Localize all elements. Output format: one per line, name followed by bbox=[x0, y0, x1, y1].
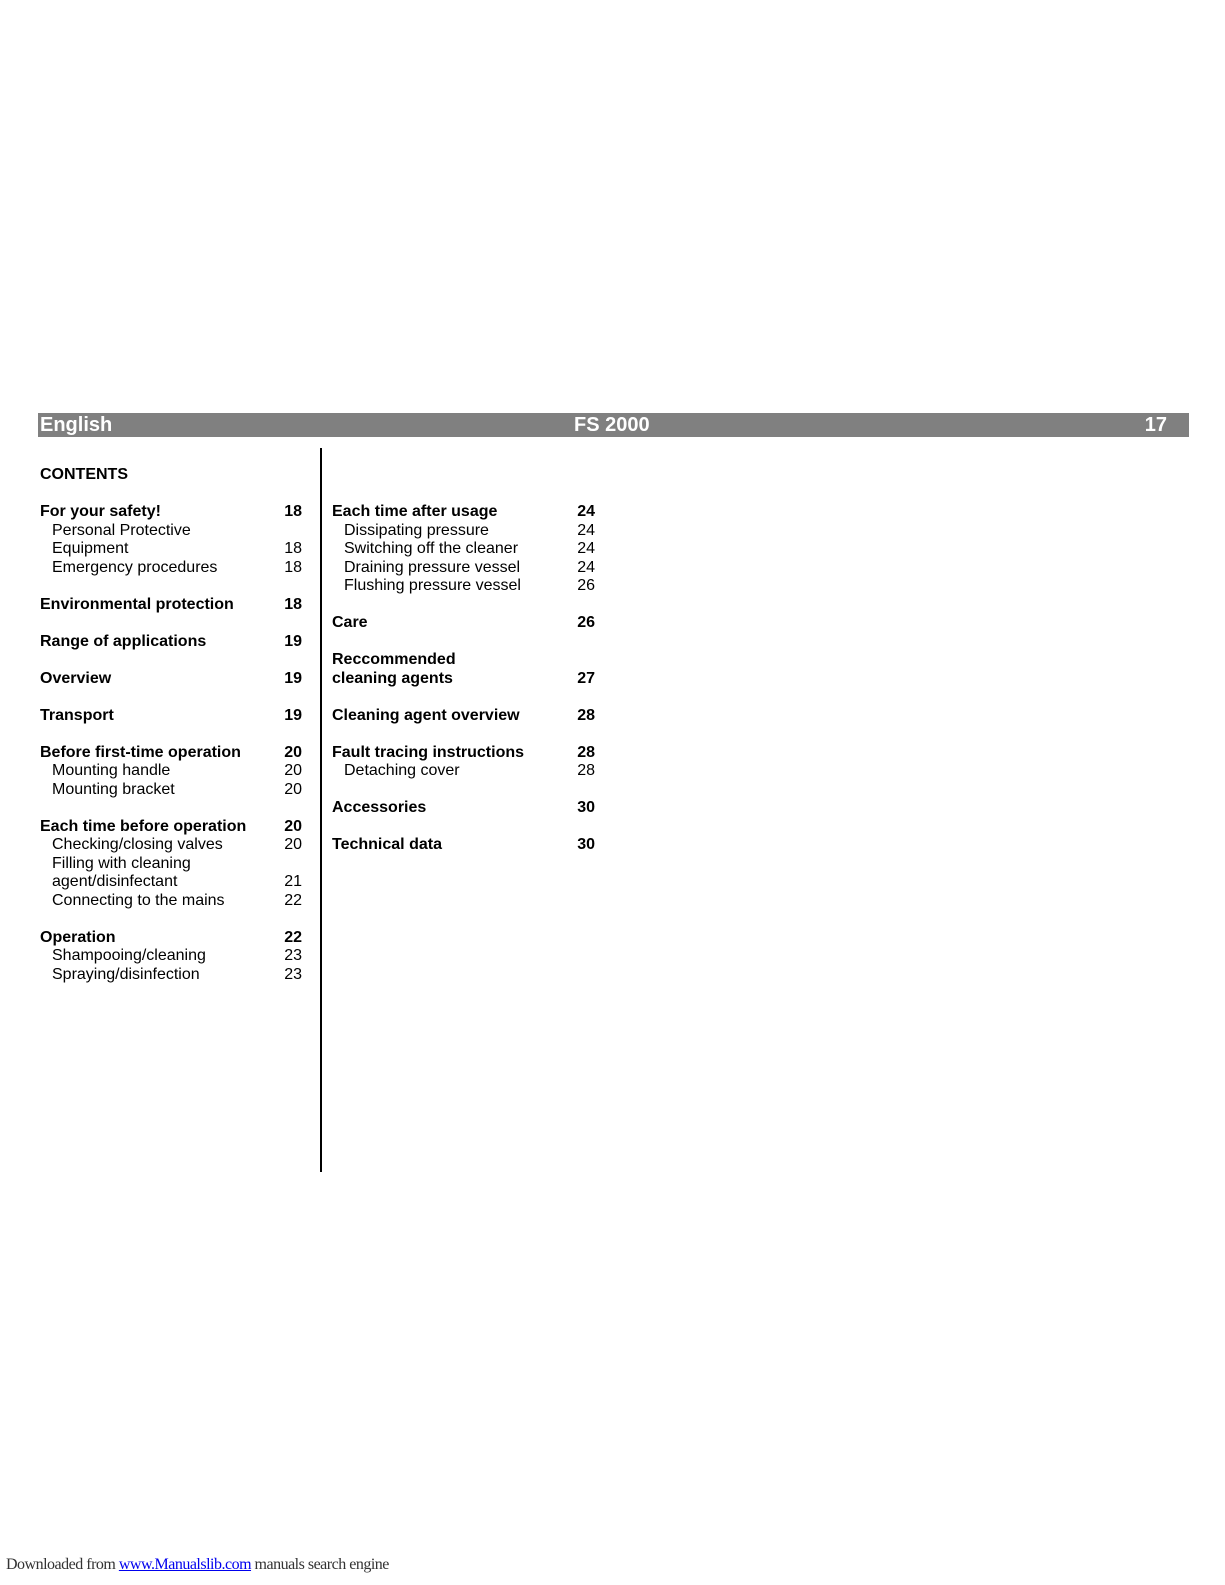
toc-section bbox=[332, 836, 595, 855]
toc-heading[interactable] bbox=[40, 670, 302, 689]
toc-heading-label: Transport bbox=[40, 706, 114, 724]
toc-subentry-label: Spraying/disinfection bbox=[52, 965, 200, 983]
toc-heading-page: 18 bbox=[284, 595, 302, 613]
toc-section bbox=[40, 818, 302, 911]
toc-subentry-page: 24 bbox=[577, 558, 595, 576]
toc-subentry[interactable] bbox=[40, 892, 302, 911]
toc-heading-page: 19 bbox=[284, 706, 302, 724]
toc-subentry-page: 18 bbox=[284, 540, 302, 557]
toc-heading[interactable] bbox=[332, 836, 595, 855]
toc-heading-cont-page: 27 bbox=[577, 669, 595, 687]
toc-heading-label: Reccommended bbox=[332, 651, 456, 668]
toc-heading-page: 19 bbox=[284, 632, 302, 650]
toc-section bbox=[40, 503, 302, 577]
toc-section bbox=[332, 651, 595, 688]
toc-subentry-page: 20 bbox=[284, 762, 302, 779]
toc-heading-label: Cleaning agent overview bbox=[332, 706, 520, 724]
toc-subentry-page: 20 bbox=[284, 836, 302, 853]
toc-heading-label: Environmental protection bbox=[40, 595, 234, 613]
toc-subentry[interactable] bbox=[332, 559, 595, 578]
toc-heading[interactable] bbox=[332, 614, 595, 633]
toc-subentry-label: Mounting handle bbox=[52, 762, 171, 779]
toc-subentry-label: Mounting bracket bbox=[52, 780, 175, 798]
toc-heading[interactable] bbox=[40, 707, 302, 726]
toc-subentry[interactable] bbox=[40, 836, 302, 855]
toc-heading[interactable] bbox=[40, 744, 302, 763]
toc-subentry-label: Personal Protective bbox=[52, 521, 191, 539]
toc-subentry-page: 20 bbox=[284, 780, 302, 798]
toc-section bbox=[40, 670, 302, 689]
toc-heading-label: Accessories bbox=[332, 799, 427, 816]
contents-title: CONTENTS bbox=[40, 466, 128, 483]
toc-subentry-page: 24 bbox=[577, 540, 595, 557]
toc-heading-label: Overview bbox=[40, 669, 112, 687]
toc-heading-label: Operation bbox=[40, 928, 116, 946]
toc-heading-cont-label: cleaning agents bbox=[332, 669, 453, 687]
toc-heading-page: 20 bbox=[284, 817, 302, 835]
toc-section bbox=[332, 707, 595, 726]
toc-section bbox=[40, 707, 302, 726]
footer-link[interactable]: www.Manualslib.com bbox=[118, 1556, 252, 1573]
toc-subentry[interactable] bbox=[40, 781, 302, 800]
toc-heading-page: 24 bbox=[577, 503, 595, 520]
toc-subentry[interactable] bbox=[40, 855, 302, 874]
toc-heading[interactable] bbox=[332, 799, 595, 818]
toc-subentry-label: Detaching cover bbox=[344, 762, 460, 779]
footer-prefix: Downloaded from bbox=[6, 1556, 119, 1573]
toc-heading[interactable] bbox=[40, 596, 302, 615]
toc-subentry[interactable] bbox=[40, 947, 302, 966]
toc-heading-page: 19 bbox=[284, 669, 302, 687]
toc-heading-label: Before first-time operation bbox=[40, 743, 241, 761]
toc-subentry[interactable] bbox=[40, 966, 302, 985]
toc-subentry-label: Dissipating pressure bbox=[344, 521, 489, 539]
toc-heading[interactable] bbox=[332, 651, 595, 670]
toc-subentry[interactable] bbox=[40, 762, 302, 781]
toc-subentry-page: 21 bbox=[284, 873, 302, 890]
toc-heading[interactable] bbox=[40, 929, 302, 948]
toc-heading-label: Technical data bbox=[332, 836, 442, 853]
footer bbox=[6, 1556, 389, 1574]
toc-subentry-label: Flushing pressure vessel bbox=[344, 577, 521, 594]
toc-heading-label: Fault tracing instructions bbox=[332, 743, 525, 761]
toc-subentry-page: 23 bbox=[284, 965, 302, 983]
toc-subentry-page: 26 bbox=[577, 577, 595, 594]
header-page-number: 17 bbox=[1144, 414, 1167, 436]
toc-heading[interactable] bbox=[40, 818, 302, 837]
toc-subentry[interactable] bbox=[40, 540, 302, 559]
toc-subentry[interactable] bbox=[40, 873, 302, 892]
toc-left-column bbox=[40, 503, 302, 1003]
toc-section bbox=[40, 744, 302, 800]
toc-subentry-label: Connecting to the mains bbox=[52, 891, 225, 909]
toc-heading[interactable] bbox=[40, 633, 302, 652]
header-language: English bbox=[40, 414, 113, 436]
toc-heading[interactable] bbox=[332, 503, 595, 522]
toc-section bbox=[40, 633, 302, 652]
column-divider bbox=[320, 448, 322, 1172]
toc-heading-page: 18 bbox=[284, 503, 302, 520]
toc-heading-page: 28 bbox=[577, 706, 595, 724]
toc-heading[interactable] bbox=[40, 503, 302, 522]
toc-subentry-page: 22 bbox=[284, 891, 302, 909]
toc-subentry-label: Draining pressure vessel bbox=[344, 558, 521, 576]
toc-subentry-label: Switching off the cleaner bbox=[344, 540, 519, 557]
toc-heading-page: 30 bbox=[577, 836, 595, 853]
toc-subentry[interactable] bbox=[332, 522, 595, 541]
toc-heading-page: 26 bbox=[577, 614, 595, 631]
toc-heading-label: Each time after usage bbox=[332, 503, 498, 520]
header-model: FS 2000 bbox=[574, 414, 650, 436]
toc-section bbox=[40, 596, 302, 615]
toc-right-column bbox=[332, 503, 595, 873]
toc-subentry[interactable] bbox=[40, 522, 302, 541]
toc-subentry-label: Emergency procedures bbox=[52, 558, 218, 576]
toc-heading-page: 20 bbox=[284, 743, 302, 761]
footer-suffix: manuals search engine bbox=[251, 1556, 389, 1573]
toc-section bbox=[332, 744, 595, 781]
toc-heading[interactable] bbox=[332, 744, 595, 763]
toc-subentry-label: Checking/closing valves bbox=[52, 836, 223, 853]
toc-heading-label: Care bbox=[332, 614, 368, 631]
toc-subentry[interactable] bbox=[332, 577, 595, 596]
toc-section bbox=[40, 929, 302, 985]
toc-subentry[interactable] bbox=[332, 540, 595, 559]
toc-subentry-label: Filling with cleaning bbox=[52, 854, 191, 872]
toc-subentry-label: Shampooing/cleaning bbox=[52, 947, 206, 964]
toc-subentry-label: Equipment bbox=[52, 540, 129, 557]
toc-section bbox=[332, 799, 595, 818]
toc-subentry[interactable] bbox=[332, 762, 595, 781]
toc-heading[interactable] bbox=[332, 707, 595, 726]
toc-subentry[interactable] bbox=[40, 559, 302, 578]
toc-heading-label: Each time before operation bbox=[40, 817, 247, 835]
toc-subentry-page: 23 bbox=[284, 947, 302, 964]
toc-section bbox=[332, 503, 595, 596]
toc-heading-label: Range of applications bbox=[40, 632, 207, 650]
toc-subentry-label: agent/disinfectant bbox=[52, 873, 178, 890]
toc-subentry-page: 18 bbox=[284, 558, 302, 576]
header-bar bbox=[38, 413, 1189, 437]
toc-heading-page: 22 bbox=[284, 928, 302, 946]
toc-heading-page: 28 bbox=[577, 743, 595, 761]
toc-subentry-page: 28 bbox=[577, 762, 595, 779]
toc-section bbox=[332, 614, 595, 633]
toc-heading-page: 30 bbox=[577, 799, 595, 816]
toc-subentry-page: 24 bbox=[577, 521, 595, 539]
toc-heading-label: For your safety! bbox=[40, 503, 161, 520]
toc-heading-cont[interactable] bbox=[332, 670, 595, 689]
